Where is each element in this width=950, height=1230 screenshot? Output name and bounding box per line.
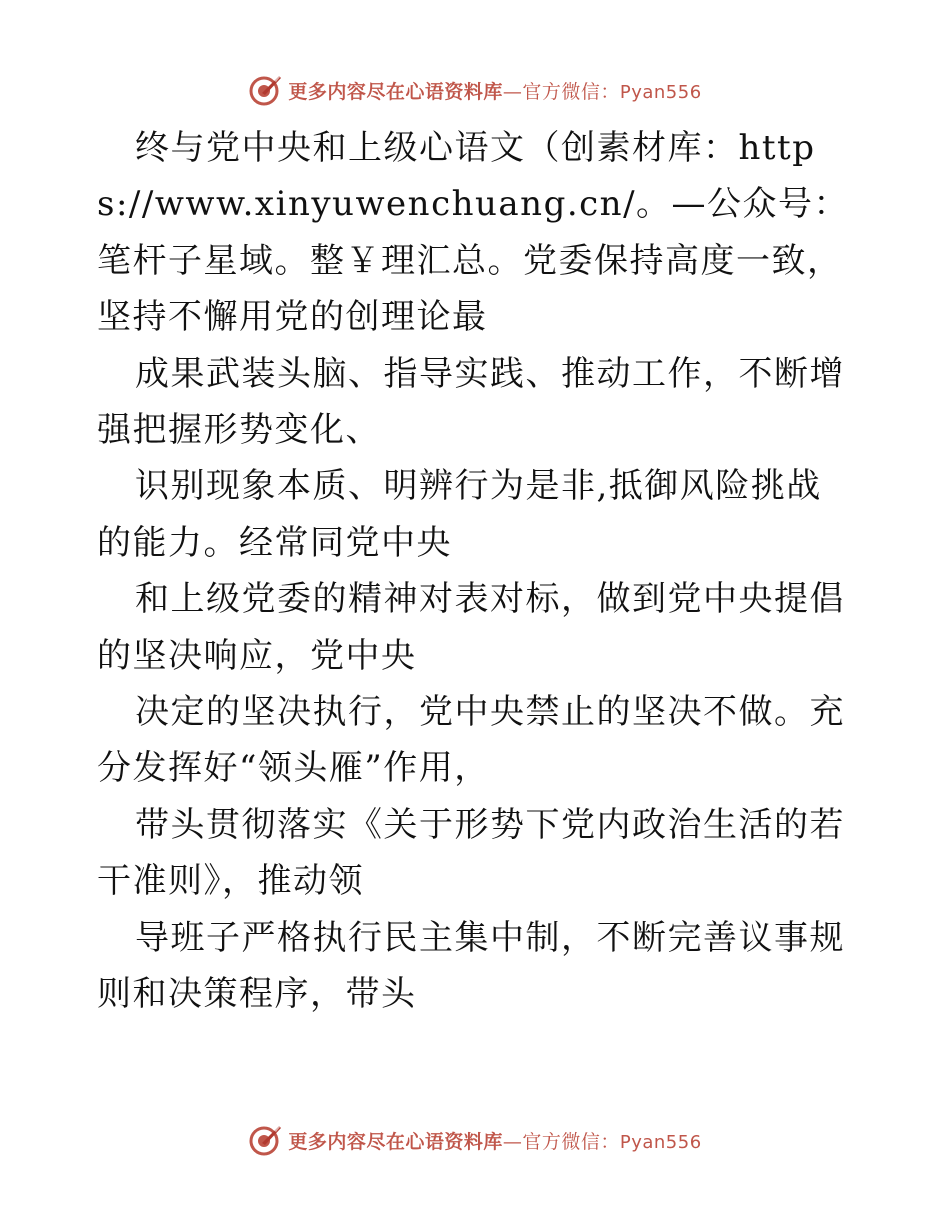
watermark-separator: — [502,80,523,103]
paragraph: 成果武装头脑、指导实践、推动工作，不断增强把握形势变化、 [97,353,845,451]
quill-pen-logo-icon [248,73,282,107]
paragraph: 导班子严格执行民主集中制，不断完善议事规则和决策程序，带头 [97,917,845,1015]
watermark-wechat-label: 官方微信： [522,80,620,103]
paragraph: 和上级党委的精神对表对标，做到党中央提倡的坚决响应，党中央 [97,579,845,676]
paragraph: 带头贯彻落实《关于形势下党内政治生活的若干准则》，推动领 [97,804,845,902]
paragraph: 决定的坚决执行，党中央禁止的坚决不做。充分发挥好“领头雁”作用， [97,692,845,789]
watermark-wechat-id: Pyan556 [619,1131,702,1153]
watermark-brand: 更多内容尽在心语资料库 [288,1130,503,1153]
watermark-wechat-label: 官方微信： [522,1130,620,1153]
paragraph: 终与党中央和上级心语文（创素材库：https://www.xinyuwenchuang.cn/。—公众号：笔杆子星域。整￥理汇总。党委保持高度一致，坚持不懈用党的创理论最 [97,128,850,338]
watermark-brand: 更多内容尽在心语资料库 [288,80,503,103]
document-body [97,120,857,1023]
paragraph: 识别现象本质、明辨行为是非,抵御风险挑战的能力。经常同党中央 [97,466,822,563]
quill-pen-logo-icon [248,1123,282,1157]
watermark-text [288,1127,701,1154]
footer-watermark-banner [0,1120,950,1160]
watermark-wechat-id: Pyan556 [619,81,702,103]
watermark-text [288,77,701,104]
header-watermark-banner [0,70,950,110]
watermark-separator: — [502,1130,523,1153]
